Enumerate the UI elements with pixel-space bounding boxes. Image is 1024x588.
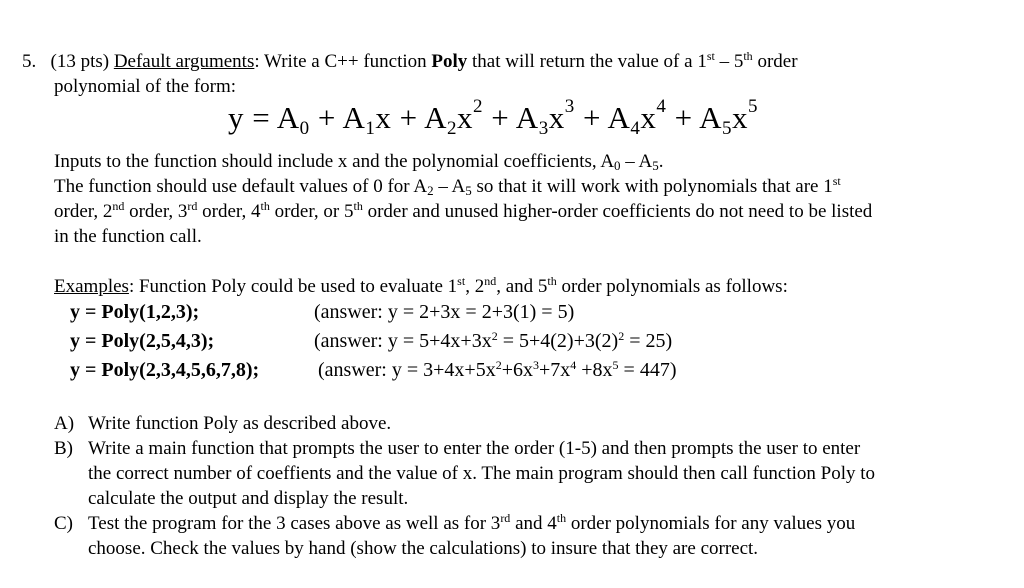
defaults-line-1	[54, 174, 841, 199]
examples-text: : Function Poly could be used to evaluate 1	[128, 276, 458, 297]
superscript: st	[832, 174, 841, 188]
answer-text: +7x	[538, 359, 571, 381]
examples-text: order polynomials as follows:	[556, 276, 788, 297]
task-text: Test the program for the 3 cases above as well as for 3	[88, 513, 501, 534]
task-text: and 4	[510, 513, 557, 534]
superscript: th	[260, 199, 270, 213]
example-call-1: y = Poly(1,2,3);	[70, 301, 200, 323]
defaults-text: so that it will work with polynomials that are 1	[471, 176, 833, 197]
example-call-3: y = Poly(2,3,4,5,6,7,8);	[70, 359, 260, 381]
eq-pow: 3	[564, 96, 575, 117]
answer-text: +8x	[576, 359, 613, 381]
function-name: Poly	[431, 51, 468, 72]
superscript: 2	[491, 329, 498, 343]
superscript: 5	[612, 358, 619, 372]
superscript: 3	[532, 358, 539, 372]
question-points: (13 pts)	[50, 51, 110, 72]
subscript: 5	[465, 183, 472, 198]
superscript: 2	[618, 329, 625, 343]
examples-label: Examples	[54, 276, 129, 297]
eq-term: x	[640, 100, 657, 135]
question-text: that will return the value of a 1	[467, 51, 707, 72]
eq-pow: 2	[473, 96, 484, 117]
superscript: rd	[187, 199, 198, 213]
inputs-text: – A	[620, 151, 653, 172]
example-answer-2	[314, 329, 672, 354]
example-answer-1: (answer: y = 2+3x = 2+3(1) = 5)	[314, 301, 575, 323]
task-text: order polynomials for any values you	[566, 513, 856, 534]
eq-term: + A	[483, 100, 539, 135]
question-line-2: polynomial of the form:	[54, 76, 237, 97]
eq-sub: 0	[299, 118, 310, 139]
question-line-1	[22, 49, 798, 74]
answer-text: +6x	[501, 359, 533, 381]
eq-pow: 5	[748, 96, 759, 117]
superscript: 4	[570, 358, 577, 372]
subscript: 0	[614, 158, 621, 173]
eq-pow: 4	[656, 96, 667, 117]
eq-term: x	[457, 100, 474, 135]
examples-text: , 2	[465, 276, 485, 297]
eq-sub: 4	[630, 118, 641, 139]
task-c-line-1	[88, 511, 855, 536]
task-a-text: Write function Poly as described above.	[88, 413, 392, 434]
examples-intro	[54, 274, 788, 299]
defaults-text: order, 3	[124, 201, 188, 222]
defaults-text: order, or 5	[269, 201, 354, 222]
inputs-paragraph	[54, 149, 663, 174]
eq-sub: 5	[722, 118, 733, 139]
example-call-2: y = Poly(2,5,4,3);	[70, 330, 215, 352]
polynomial-equation	[228, 98, 758, 138]
task-c-label: C)	[54, 513, 73, 534]
superscript: 2	[495, 358, 502, 372]
eq-sub: 1	[365, 118, 376, 139]
examples-text: , and 5	[496, 276, 548, 297]
superscript: nd	[484, 274, 497, 288]
task-b-label: B)	[54, 438, 73, 459]
superscript: nd	[112, 199, 125, 213]
question-number: 5.	[22, 51, 37, 72]
superscript: th	[547, 274, 557, 288]
inputs-text: .	[658, 151, 664, 172]
example-answer-3	[318, 358, 677, 383]
answer-text: (answer: y = 3+4x+5x	[318, 359, 496, 381]
task-b-line-1: Write a main function that prompts the user to enter the order (1-5) and then prompts the user to enter	[88, 438, 861, 459]
eq-sub: 3	[538, 118, 549, 139]
eq-term: + A	[574, 100, 631, 135]
superscript: th	[353, 199, 363, 213]
superscript: rd	[500, 511, 511, 525]
subscript: 5	[652, 158, 659, 173]
eq-term: x	[548, 100, 565, 135]
subscript: 2	[427, 183, 434, 198]
task-a-label: A)	[54, 413, 75, 434]
defaults-text: order, 4	[197, 201, 261, 222]
answer-text: = 25)	[624, 330, 673, 352]
eq-term: = A	[244, 100, 300, 135]
answer-text: = 447)	[618, 359, 677, 381]
inputs-text: Inputs to the function should include x and the polynomial coefficients, A	[54, 151, 615, 172]
defaults-line-2	[54, 199, 872, 224]
answer-text: (answer: y = 5+4x+3x	[314, 330, 492, 352]
superscript: th	[556, 511, 567, 525]
eq-term: x	[732, 100, 749, 135]
question-text: – 5	[714, 51, 744, 72]
superscript: st	[457, 274, 466, 288]
question-text: order	[752, 51, 798, 72]
eq-term: + A	[309, 100, 366, 135]
defaults-text: order and unused higher-order coefficients do not need to be listed	[362, 201, 873, 222]
eq-term: + A	[666, 100, 723, 135]
defaults-line-3: in the function call.	[54, 226, 202, 247]
task-b-line-2: the correct number of coeffients and the value of x. The main program should then call function Poly to	[88, 463, 876, 484]
eq-term: x + A	[375, 100, 448, 135]
question-text: : Write a C++ function	[254, 51, 432, 72]
defaults-text: The function should use default values of 0 for A	[54, 176, 428, 197]
task-c-line-2: choose. Check the values by hand (show the calculations) to insure that they are correct.	[88, 538, 759, 559]
task-b-line-3: calculate the output and display the result.	[88, 488, 409, 509]
defaults-text: – A	[433, 176, 466, 197]
answer-text: = 5+4(2)+3(2)	[497, 330, 619, 352]
eq-y: y	[228, 100, 244, 135]
superscript: st	[706, 49, 715, 63]
defaults-text: order, 2	[54, 201, 113, 222]
eq-sub: 2	[447, 118, 458, 139]
question-topic: Default arguments	[113, 51, 255, 72]
superscript: th	[743, 49, 753, 63]
